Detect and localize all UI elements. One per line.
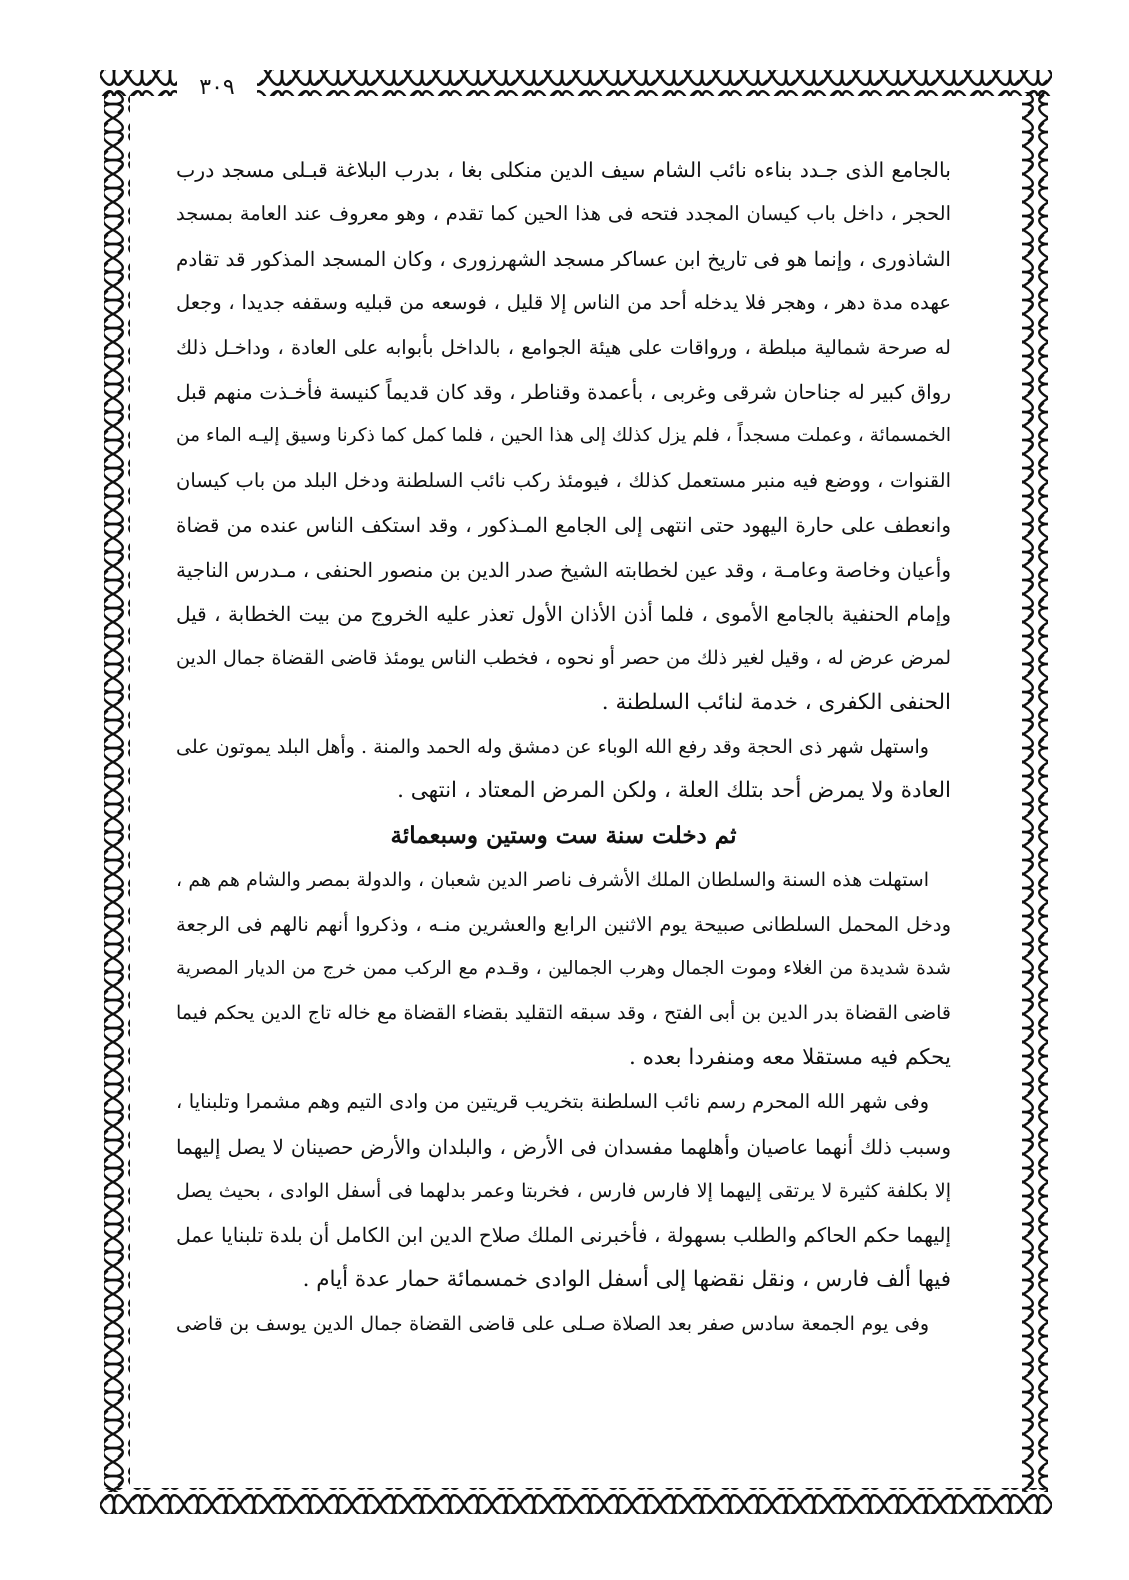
paragraph-mosque bbox=[176, 148, 951, 725]
text-line: وأعيان وخاصة وعامـة ، وقد عين لخطابته الشيخ صدر الدين بن منصور الحنفى ، مـدرس الناجية bbox=[176, 557, 951, 582]
paragraph-friday bbox=[176, 1302, 951, 1346]
text-line: وفى يوم الجمعة سادس صفر بعد الصلاة صـلى على قاضى القضاة جمال الدين يوسف بن قاضى bbox=[176, 1313, 929, 1336]
text-line: ودخل المحمل السلطانى صبيحة يوم الاثنين الرابع والعشرين منـه ، وذكروا أنهم نالهم فى الرجعة bbox=[176, 912, 951, 936]
paragraph-plague bbox=[176, 725, 951, 814]
text-line: القنوات ، ووضع فيه منبر مستعمل كذلك ، فيومئذ ركب نائب السلطنة ودخل البلد من باب كيسان bbox=[176, 468, 951, 492]
text-line: قاضى القضاة بدر الدين بن أبى الفتح ، وقد سبقه التقليد بقضاء القضاة مع خاله تاج الدين يحكم فيما bbox=[176, 1002, 951, 1025]
section-heading: ثم دخلت سنة ست وستين وسبعمائة bbox=[390, 821, 737, 849]
text-line: استهلت هذه السنة والسلطان الملك الأشرف ناصر الدين شعبان ، والدولة بمصر والشام هم هم ، bbox=[176, 869, 929, 892]
text-line: شدة شديدة من الغلاء وموت الجمال وهرب الجمالين ، وقـدم مع الركب ممن خرج من الديار المصرية bbox=[176, 958, 951, 980]
page-number: ٣٠٩ bbox=[177, 68, 257, 108]
text-line: بالجامع الذى جـدد بناءه نائب الشام سيف الدين منكلى بغا ، بدرب البلاغة قبـلى مسجد درب bbox=[176, 158, 951, 182]
text-line: العادة ولا يمرض أحد بتلك العلة ، ولكن المرض المعتاد ، انتهى . bbox=[397, 778, 951, 804]
text-line: رواق كبير له جناحان شرقى وغربى ، بأعمدة وقناطر ، وقد كان قديماً كنيسة فأخـذت منهم قبل bbox=[176, 379, 951, 404]
text-line: الحجر ، داخل باب كيسان المجدد فتحه فى هذا الحين كما تقدم ، وهو معروف عند العامة بمسجد bbox=[176, 202, 951, 226]
text-line: لمرض عرض له ، وقيل لغير ذلك من حصر أو نحوه ، فخطب الناس يومئذ قاضى القضاة جمال الدين bbox=[176, 647, 951, 670]
text-line: وفى شهر الله المحرم رسم نائب السلطنة بتخريب قريتين من وادى التيم وهم مشمرا وتلبنايا ، bbox=[176, 1090, 929, 1114]
text-line: إليهما حكم الحاكم والطلب بسهولة ، فأخبرنى الملك صلاح الدين ابن الكامل أن بلدة تلبنايا عمل bbox=[176, 1223, 951, 1248]
text-line: وسبب ذلك أنهما عاصيان وأهلهما مفسدان فى الأرض ، والبلدان والأرض حصينان لا يصل إليهما bbox=[176, 1134, 951, 1159]
paragraph-new-year bbox=[176, 858, 951, 1080]
page-body bbox=[176, 148, 951, 1468]
text-line: له صرحة شمالية مبلطة ، ورواقات على هيئة الجوامع ، بالداخل بأبوابه على العادة ، وداخـل ذلك bbox=[176, 335, 951, 359]
text-line: الحنفى الكفرى ، خدمة لنائب السلطنة . bbox=[601, 689, 951, 715]
text-line: الشاذورى ، وإنما هو فى تاريخ ابن عساكر مسجد الشهرزورى ، وكان المسجد المذكور قد تقادم bbox=[176, 246, 951, 271]
paragraph-villages bbox=[176, 1080, 951, 1302]
text-line: إلا بكلفة كثيرة لا يرتقى إليهما إلا فارس فارس ، فخربتا وعمر بدلهما فى أسفل الوادى ، بحيث يصل bbox=[176, 1179, 951, 1202]
text-line: واستهل شهر ذى الحجة وقد رفع الله الوباء عن دمشق وله الحمد والمنة . وأهل البلد يموتون على bbox=[176, 736, 929, 759]
text-line: عهده مدة دهر ، وهجر فلا يدخله أحد من الناس إلا قليل ، فوسعه من قبليه وسقفه جديدا ، وجعل bbox=[176, 291, 951, 315]
text-line: الخمسمائة ، وعملت مسجداً ، فلم يزل كذلك إلى هذا الحين ، فلما كمل كما ذكرنا وسيق إليـه الماء من bbox=[176, 425, 951, 447]
text-line: يحكم فيه مستقلا معه ومنفردا بعده . bbox=[628, 1044, 951, 1070]
text-line: وإمام الحنفية بالجامع الأموى ، فلما أذن الأذان الأول تعذر عليه الخروج من بيت الخطابة ، قيل bbox=[176, 601, 951, 626]
text-line: وانعطف على حارة اليهود حتى انتهى إلى الجامع المـذكور ، وقد استكف الناس عنده من قضاة bbox=[176, 513, 951, 538]
text-line: فيها ألف فارس ، ونقل نقضها إلى أسفل الوادى خمسمائة حمار عدة أيام . bbox=[302, 1266, 951, 1292]
